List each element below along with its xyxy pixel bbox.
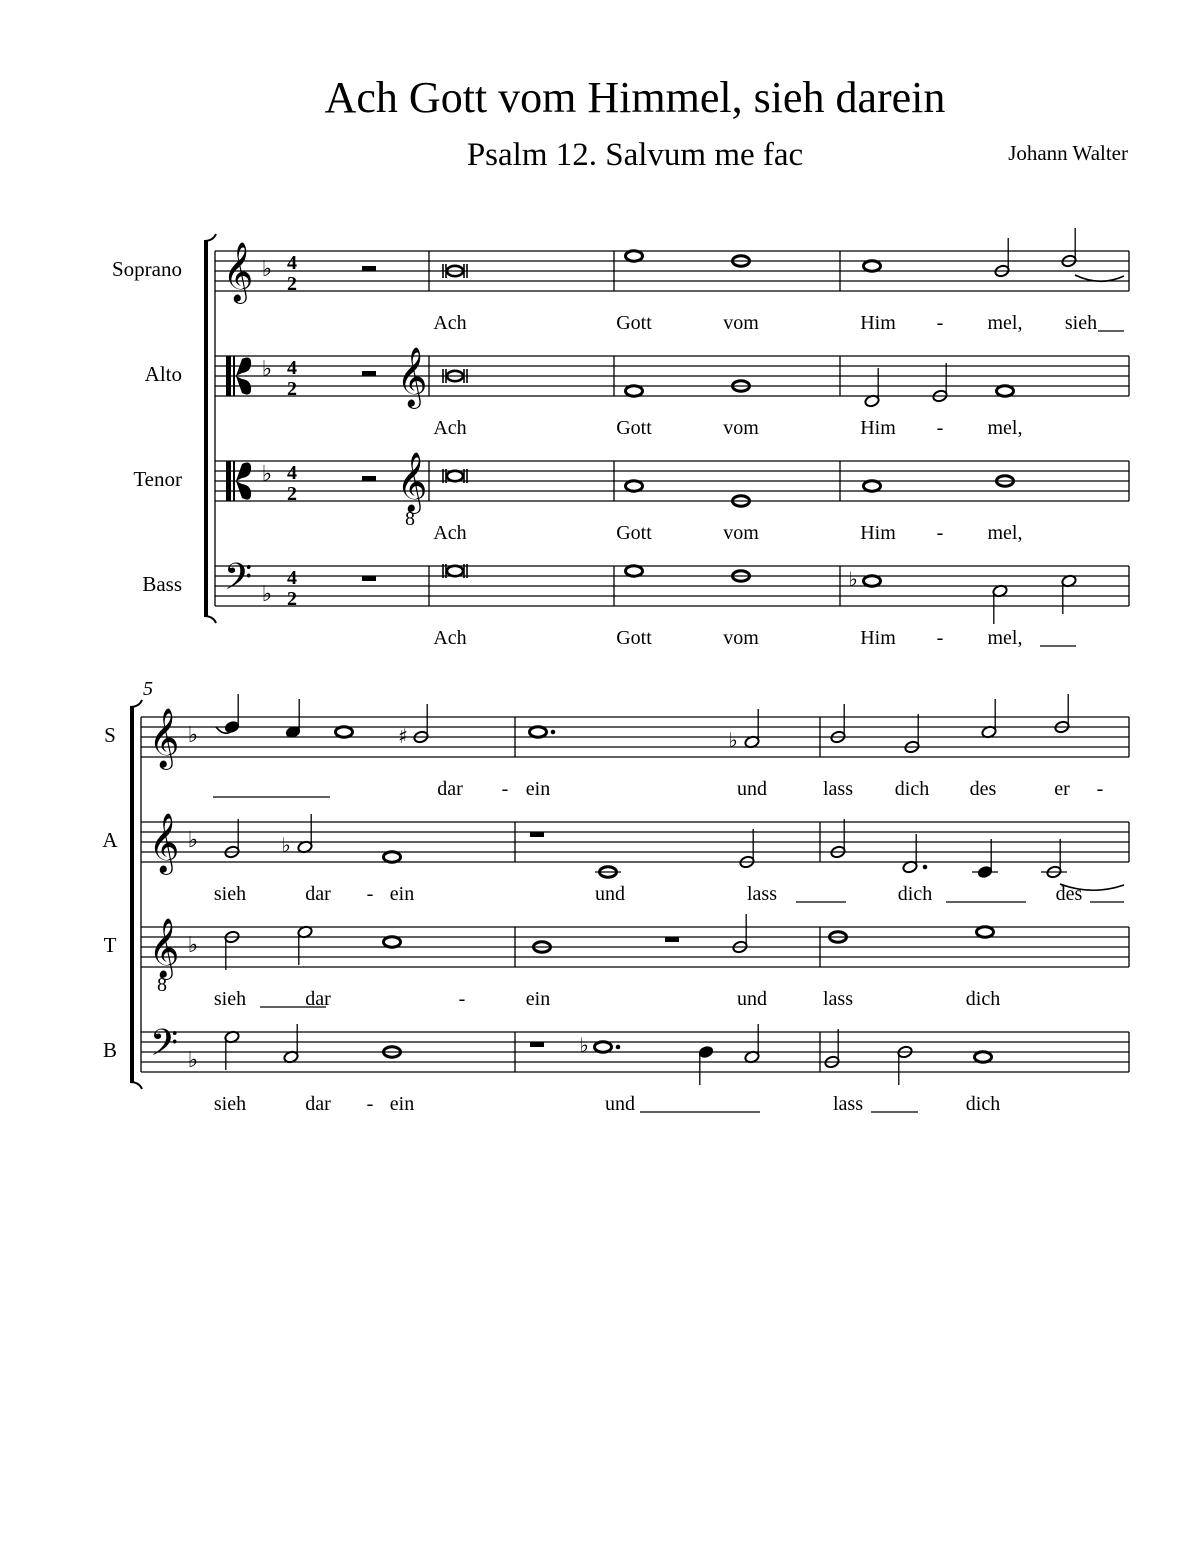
bass-clef: 𝄢 xyxy=(149,1022,179,1073)
notehead xyxy=(864,576,881,586)
lyric-syllable: dar xyxy=(305,883,331,905)
clef-curve xyxy=(236,357,251,376)
treble-clef: 𝄞 xyxy=(396,347,428,407)
staff-2-3 xyxy=(141,927,1129,967)
key-signature-flat: ♭ xyxy=(261,582,273,607)
measure-number: 5 xyxy=(143,678,153,700)
lyric-syllable: vom xyxy=(723,627,759,649)
note-1-1-5 xyxy=(994,238,1010,278)
lyric-syllable: - xyxy=(366,1093,374,1115)
staff-label: B xyxy=(102,1038,118,1062)
note-2-3-7 xyxy=(977,927,994,937)
time-signature-denominator: 2 xyxy=(287,378,297,400)
lyric-syllable: Him xyxy=(860,312,896,334)
note-2-1-8 xyxy=(904,714,920,754)
lyric-syllable: mel, xyxy=(987,522,1023,544)
notehead xyxy=(864,481,881,491)
treble-clef: 𝄞 xyxy=(396,452,428,512)
key-signature-flat: ♭ xyxy=(187,723,199,748)
key-signature-flat: ♭ xyxy=(187,1048,199,1073)
lyric-syllable: vom xyxy=(723,312,759,334)
whole-rest xyxy=(530,1042,544,1047)
note-2-3-1 xyxy=(224,930,240,970)
notehead xyxy=(977,927,994,937)
clef-curve xyxy=(236,481,251,500)
note-1-2-6 xyxy=(997,386,1014,396)
note-1-3-4 xyxy=(864,481,881,491)
bass-clef: 𝄢 xyxy=(223,556,253,607)
key-signature-flat: ♭ xyxy=(187,933,199,958)
lyric-syllable: dar xyxy=(305,988,331,1010)
lyric-syllable: dar xyxy=(437,778,463,800)
lyric-syllable: - xyxy=(936,417,944,439)
lyric-syllable: des xyxy=(1055,883,1083,905)
time-signature-numerator: 4 xyxy=(287,462,297,484)
lyric-syllable: dich xyxy=(965,988,1001,1010)
flat-accidental: ♭ xyxy=(848,567,858,591)
staff-1-2 xyxy=(215,356,1129,396)
note-1-2-4 xyxy=(864,368,880,408)
lyric-syllable: Him xyxy=(860,627,896,649)
key-signature-flat: ♭ xyxy=(261,462,273,487)
lyric-syllable: - xyxy=(936,312,944,334)
notehead xyxy=(975,1052,992,1062)
lyric-syllable: Him xyxy=(860,417,896,439)
bracket-bottom xyxy=(204,616,216,623)
lyric-syllable: ein xyxy=(389,1093,415,1115)
whole-rest xyxy=(530,832,544,837)
lyric-syllable: dich xyxy=(897,883,933,905)
note-1-4-4 xyxy=(864,576,881,586)
note-2-3-5 xyxy=(732,914,748,954)
system-bracket xyxy=(130,707,134,1082)
note-1-4-6 xyxy=(1061,574,1077,614)
lyric-syllable: - xyxy=(936,522,944,544)
lyric-syllable: lass xyxy=(823,778,853,800)
composer: Johann Walter xyxy=(1008,141,1128,165)
note-2-1-7 xyxy=(830,704,846,744)
time-signature-denominator: 2 xyxy=(287,273,297,295)
flat-accidental: ♭ xyxy=(579,1033,589,1057)
lyric-syllable: Ach xyxy=(433,627,467,649)
staff-label: Soprano xyxy=(112,257,182,281)
dot xyxy=(616,1045,621,1050)
note-2-4-4 xyxy=(595,1042,621,1052)
staff-label: T xyxy=(103,933,117,957)
note-1-3-1 xyxy=(443,469,467,483)
lyric-syllable: mel, xyxy=(987,627,1023,649)
note-1-4-2 xyxy=(626,566,643,576)
half-rest xyxy=(362,266,376,271)
lyric-syllable: Gott xyxy=(616,522,652,544)
lyric-syllable: dich xyxy=(894,778,930,800)
clef-bar xyxy=(233,356,235,396)
octave-mark: 8 xyxy=(157,974,167,996)
dot xyxy=(923,865,928,870)
page-title: Ach Gott vom Himmel, sieh darein xyxy=(324,73,946,122)
time-signature-denominator: 2 xyxy=(287,588,297,610)
lyric-syllable: vom xyxy=(723,417,759,439)
notehead xyxy=(626,566,643,576)
note-1-2-5 xyxy=(932,363,948,403)
note-1-1-2 xyxy=(626,251,643,261)
note-2-1-5 xyxy=(530,727,556,737)
notehead xyxy=(626,481,643,491)
lyric-syllable: dar xyxy=(305,1093,331,1115)
lyric-syllable: - xyxy=(936,627,944,649)
whole-rest xyxy=(362,576,376,581)
lyric-syllable: - xyxy=(501,778,509,800)
staff-label: S xyxy=(104,723,116,747)
note-2-2-4 xyxy=(595,867,621,877)
note-2-4-8 xyxy=(897,1045,913,1085)
lyric-syllable: - xyxy=(366,883,374,905)
notehead xyxy=(384,852,401,862)
note-2-2-6 xyxy=(830,819,846,859)
bracket-top xyxy=(204,234,216,241)
lyric-syllable: Ach xyxy=(433,312,467,334)
notehead xyxy=(447,471,463,481)
notehead xyxy=(336,727,353,737)
key-signature-flat: ♭ xyxy=(261,257,273,282)
notehead xyxy=(864,261,881,271)
bracket-top xyxy=(130,700,142,707)
page-subtitle: Psalm 12. Salvum me fac xyxy=(466,137,804,173)
lyric-syllable: Gott xyxy=(616,417,652,439)
staff-label: Tenor xyxy=(133,467,182,491)
time-signature-numerator: 4 xyxy=(287,357,297,379)
lyric-syllable: und xyxy=(605,1093,635,1115)
lyric-syllable: lass xyxy=(747,883,777,905)
lyric-syllable: und xyxy=(595,883,625,905)
lyric-syllable: sieh xyxy=(213,883,247,905)
notehead xyxy=(626,251,643,261)
key-signature-flat: ♭ xyxy=(187,828,199,853)
note-2-2-7 xyxy=(902,834,927,874)
time-signature-numerator: 4 xyxy=(287,252,297,274)
treble-clef: 𝄞 xyxy=(222,242,254,302)
lyric-syllable: - xyxy=(458,988,466,1010)
note-2-1-10 xyxy=(1054,694,1070,734)
half-rest xyxy=(362,476,376,481)
staff-1-4 xyxy=(215,566,1129,606)
tie xyxy=(1075,275,1124,281)
notehead xyxy=(626,386,643,396)
lyric-syllable: vom xyxy=(723,522,759,544)
lyric-syllable: Ach xyxy=(433,522,467,544)
sharp-accidental: ♯ xyxy=(398,724,408,748)
staff-1-1 xyxy=(215,251,1129,291)
lyric-syllable: sieh xyxy=(213,1093,247,1115)
notehead xyxy=(447,566,463,576)
treble-clef: 𝄞 xyxy=(148,918,180,978)
dot xyxy=(551,730,556,735)
lyric-syllable: sieh xyxy=(1064,312,1098,334)
system-bracket xyxy=(204,241,208,616)
note-1-1-6 xyxy=(1061,228,1077,268)
note-2-1-2 xyxy=(285,699,301,739)
note-2-2-1 xyxy=(224,819,240,859)
note-2-4-2 xyxy=(283,1024,299,1064)
note-1-3-2 xyxy=(626,481,643,491)
octave-mark: 8 xyxy=(405,508,415,530)
clef-curve xyxy=(236,376,251,395)
lyric-syllable: dich xyxy=(965,1093,1001,1115)
note-2-1-3 xyxy=(336,727,353,737)
note-2-3-2 xyxy=(297,925,313,965)
lyric-syllable: ein xyxy=(389,883,415,905)
treble-clef: 𝄞 xyxy=(148,708,180,768)
half-rest xyxy=(362,371,376,376)
note-2-4-6 xyxy=(744,1024,760,1064)
lyric-syllable: und xyxy=(737,778,767,800)
lyric-syllable: er xyxy=(1054,778,1070,800)
lyric-syllable: des xyxy=(969,778,997,800)
staff-1-3 xyxy=(215,461,1129,501)
note-2-4-5 xyxy=(698,1045,714,1085)
treble-clef: 𝄞 xyxy=(148,813,180,873)
clef-bar xyxy=(226,461,231,501)
time-signature-numerator: 4 xyxy=(287,567,297,589)
note-2-4-7 xyxy=(824,1029,840,1069)
note-2-2-2 xyxy=(297,814,313,854)
note-1-4-1 xyxy=(443,564,467,578)
lyric-syllable: Him xyxy=(860,522,896,544)
lyric-syllable: - xyxy=(1096,778,1104,800)
note-2-1-9 xyxy=(981,699,997,739)
lyric-syllable: lass xyxy=(833,1093,863,1115)
note-1-4-5 xyxy=(992,584,1008,624)
key-signature-flat: ♭ xyxy=(261,357,273,382)
lyric-syllable: ein xyxy=(525,778,551,800)
note-1-1-4 xyxy=(864,261,881,271)
lyric-syllable: mel, xyxy=(987,312,1023,334)
staff-label: Bass xyxy=(142,572,182,596)
note-2-2-3 xyxy=(384,852,401,862)
clef-bar xyxy=(226,356,231,396)
note-1-2-2 xyxy=(626,386,643,396)
note-2-2-8 xyxy=(972,839,998,879)
staff-label: A xyxy=(102,828,118,852)
lyric-syllable: sieh xyxy=(213,988,247,1010)
lyric-syllable: und xyxy=(737,988,767,1010)
note-2-2-5 xyxy=(739,829,755,869)
lyric-syllable: Gott xyxy=(616,312,652,334)
note-2-4-1 xyxy=(224,1030,240,1070)
notehead xyxy=(384,937,401,947)
notehead xyxy=(530,727,547,737)
lyric-syllable: Ach xyxy=(433,417,467,439)
note-2-2-9 xyxy=(1041,839,1067,879)
whole-rest xyxy=(665,937,679,942)
lyric-syllable: Gott xyxy=(616,627,652,649)
note-2-3-3 xyxy=(384,937,401,947)
clef-curve xyxy=(236,462,251,481)
lyric-syllable: mel, xyxy=(987,417,1023,439)
clef-bar xyxy=(233,461,235,501)
note-2-1-6 xyxy=(744,709,760,749)
notehead xyxy=(595,1042,612,1052)
staff-label: Alto xyxy=(144,362,182,386)
note-2-1-4 xyxy=(413,704,429,744)
lyric-syllable: ein xyxy=(525,988,551,1010)
note-2-1-1 xyxy=(224,694,240,734)
bracket-bottom xyxy=(130,1082,142,1089)
lyric-syllable: lass xyxy=(823,988,853,1010)
flat-accidental: ♭ xyxy=(281,833,291,857)
notehead xyxy=(997,386,1014,396)
note-2-4-9 xyxy=(975,1052,992,1062)
time-signature-denominator: 2 xyxy=(287,483,297,505)
flat-accidental: ♭ xyxy=(728,728,738,752)
